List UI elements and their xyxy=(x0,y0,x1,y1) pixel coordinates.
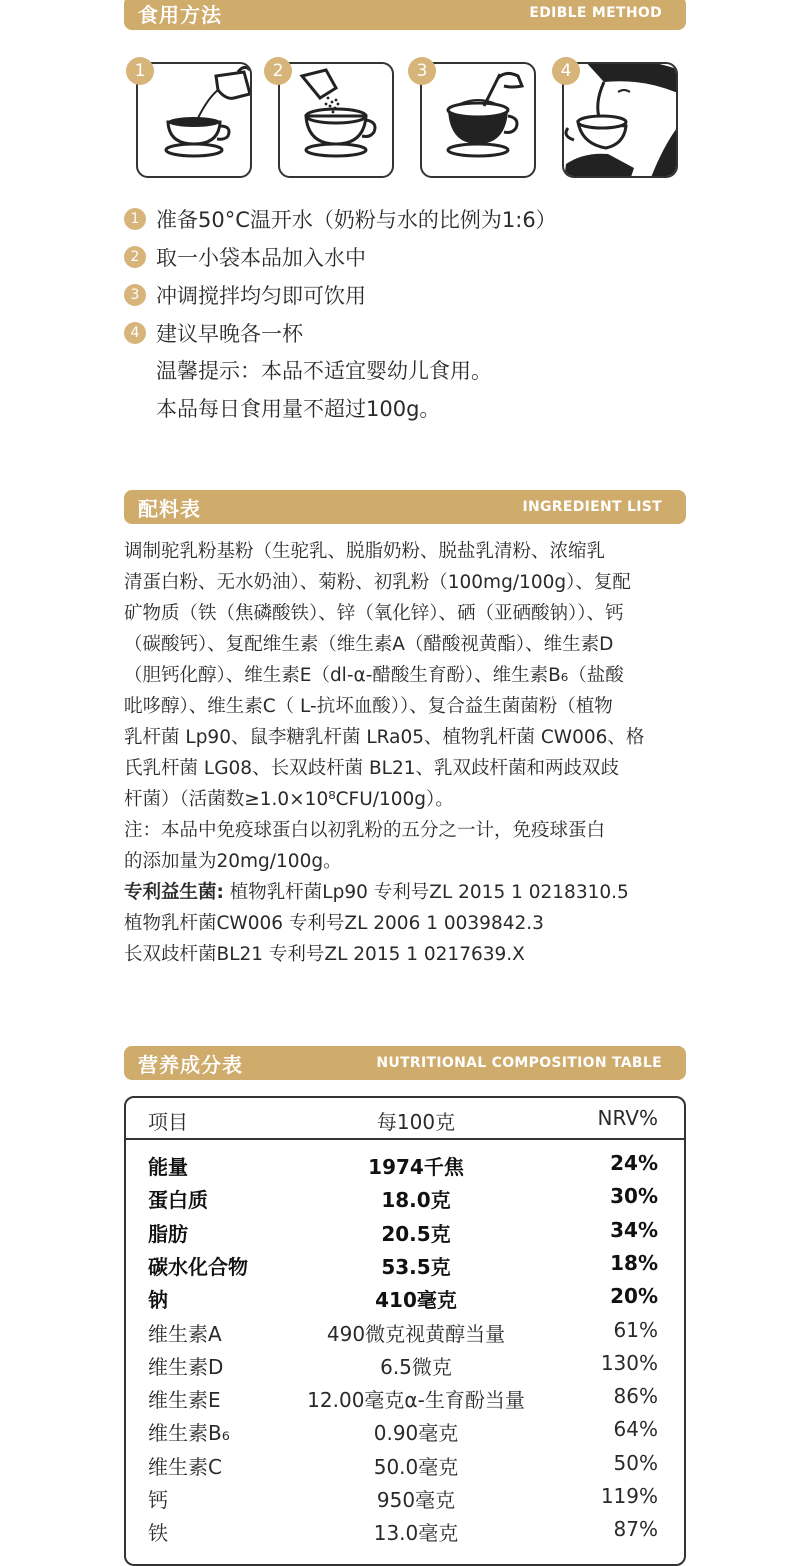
instruction-text: 取一小袋本品加入水中 xyxy=(156,246,366,270)
daily-limit-note: 本品每日食用量不超过100g。 xyxy=(156,397,441,421)
ingredient-line: 乳杆菌 Lp90、鼠李糖乳杆菌 LRa05、植物乳杆菌 CW006、格 xyxy=(124,727,645,748)
warm-tip-note: 温馨提示：本品不适宜婴幼儿食用。 xyxy=(156,359,492,383)
row-nrv: 18% xyxy=(610,1250,658,1275)
header-item: 项目 xyxy=(148,1110,188,1134)
table-row xyxy=(126,1281,684,1314)
row-item: 维生素E xyxy=(148,1388,221,1413)
instruction-item xyxy=(124,242,366,272)
ingredient-list-header xyxy=(124,490,686,524)
instruction-item xyxy=(124,280,366,310)
patent-line: 长双歧杆菌BL21 专利号ZL 2015 1 0217639.X xyxy=(124,944,525,965)
instruction-item xyxy=(124,318,303,348)
patent-line: 植物乳杆菌CW006 专利号ZL 2006 1 0039842.3 xyxy=(124,913,544,934)
step-1-box xyxy=(136,62,252,178)
table-row xyxy=(126,1181,684,1214)
row-nrv: 61% xyxy=(613,1317,658,1342)
row-nrv: 30% xyxy=(610,1184,658,1209)
table-row xyxy=(126,1448,684,1481)
row-item: 维生素A xyxy=(148,1321,222,1346)
table-row xyxy=(126,1248,684,1281)
ingredient-line: 氏乳杆菌 LG08、长双歧杆菌 BL21、乳双歧杆菌和两歧双歧 xyxy=(124,758,619,779)
row-per100: 490微克视黄醇当量 xyxy=(326,1321,506,1346)
ingredient-line: 杆菌）（活菌数≥1.0×10⁸CFU/100g）。 xyxy=(124,789,454,810)
row-item: 能量 xyxy=(148,1155,188,1179)
ingredient-line: （碳酸钙）、复配维生素（维生素A（醋酸视黄酯）、维生素D xyxy=(124,634,614,655)
instruction-text: 建议早晚各一杯 xyxy=(156,322,303,346)
row-per100: 50.0毫克 xyxy=(373,1454,459,1479)
ingredient-line: 调制驼乳粉基粉（生驼乳、脱脂奶粉、脱盐乳清粉、浓缩乳 xyxy=(124,541,606,562)
row-nrv: 50% xyxy=(613,1450,658,1475)
header-nrv: NRV% xyxy=(597,1106,658,1130)
row-nrv: 119% xyxy=(600,1484,658,1508)
patent-text: 植物乳杆菌Lp90 专利号ZL 2015 1 0218310.5 xyxy=(229,882,629,903)
row-per100: 1974千焦 xyxy=(368,1155,464,1179)
table-row xyxy=(126,1315,684,1348)
row-item: 碳水化合物 xyxy=(148,1254,248,1279)
nutrition-table xyxy=(124,1096,686,1566)
step-4-box xyxy=(562,62,678,178)
ingredient-line: 吡哆醇）、维生素C（ L-抗坏血酸））、复合益生菌菌粉（植物 xyxy=(124,696,613,717)
section-title-cn: 营养成分表 xyxy=(138,1052,243,1077)
section-title-en: EDIBLE METHOD xyxy=(529,5,662,21)
row-item: 脂肪 xyxy=(148,1221,188,1246)
drink-cup-icon xyxy=(564,64,678,178)
row-per100: 12.00毫克α-生育酚当量 xyxy=(307,1388,525,1413)
row-nrv: 87% xyxy=(613,1517,658,1542)
step-bullet: 2 xyxy=(124,246,146,268)
step-number: 3 xyxy=(408,57,436,85)
nutrition-table-header xyxy=(124,1046,686,1080)
step-number: 2 xyxy=(264,57,292,85)
table-row xyxy=(126,1414,684,1447)
patent-line xyxy=(124,877,694,908)
table-row xyxy=(126,1348,684,1381)
row-item: 维生素B₆ xyxy=(148,1421,230,1446)
table-row xyxy=(126,1481,684,1514)
instruction-text: 准备50°C温开水（奶粉与水的比例为1:6） xyxy=(156,208,557,232)
row-nrv: 34% xyxy=(610,1217,658,1242)
row-per100: 0.90毫克 xyxy=(373,1421,459,1446)
section-title-en: NUTRITIONAL COMPOSITION TABLE xyxy=(376,1055,662,1071)
header-per100: 每100克 xyxy=(376,1110,456,1134)
ingredient-line: 清蛋白粉、无水奶油）、菊粉、初乳粉（100mg/100g）、复配 xyxy=(124,572,631,593)
table-row xyxy=(126,1381,684,1414)
row-per100: 950毫克 xyxy=(376,1488,456,1512)
patent-label: 专利益生菌: xyxy=(124,882,224,903)
step-bullet: 3 xyxy=(124,284,146,306)
row-nrv: 24% xyxy=(610,1151,658,1175)
stir-cup-icon xyxy=(422,64,536,178)
edible-method-header xyxy=(124,0,686,30)
section-title-cn: 配料表 xyxy=(138,496,201,521)
add-powder-icon xyxy=(280,64,394,178)
step-bullet: 1 xyxy=(124,208,146,230)
table-row xyxy=(126,1514,684,1547)
row-item: 蛋白质 xyxy=(148,1188,208,1213)
row-per100: 6.5微克 xyxy=(380,1354,452,1379)
row-item: 铁 xyxy=(148,1521,168,1546)
ingredient-line: （胆钙化醇）、维生素E（dl-α-醋酸生育酚）、维生素B₆（盐酸 xyxy=(124,665,624,686)
row-nrv: 130% xyxy=(600,1350,658,1375)
step-2-box xyxy=(278,62,394,178)
row-item: 维生素D xyxy=(148,1354,224,1379)
row-item: 钙 xyxy=(148,1488,168,1512)
row-per100: 410毫克 xyxy=(375,1288,457,1313)
ingredient-line: 注：本品中免疫球蛋白以初乳粉的五分之一计，免疫球蛋白 xyxy=(124,820,606,841)
ingredient-line: 矿物质（铁（焦磷酸铁）、锌（氧化锌）、硒（亚硒酸钠））、钙 xyxy=(124,603,624,624)
ingredient-text xyxy=(124,536,694,970)
table-row xyxy=(126,1148,684,1181)
pour-water-icon xyxy=(138,64,252,178)
row-nrv: 86% xyxy=(613,1384,658,1409)
instruction-item xyxy=(124,204,557,234)
table-row xyxy=(126,1215,684,1248)
table-header-row xyxy=(126,1098,684,1140)
row-per100: 13.0毫克 xyxy=(373,1521,459,1546)
row-nrv: 64% xyxy=(613,1417,658,1442)
row-per100: 53.5克 xyxy=(381,1254,451,1279)
section-title-en: INGREDIENT LIST xyxy=(522,499,662,515)
section-title-cn: 食用方法 xyxy=(138,2,222,27)
instruction-text: 冲调搅拌均匀即可饮用 xyxy=(156,284,366,308)
row-per100: 20.5克 xyxy=(381,1221,451,1246)
row-item: 钠 xyxy=(148,1288,168,1313)
row-nrv: 20% xyxy=(610,1284,658,1309)
ingredient-line: 的添加量为20mg/100g。 xyxy=(124,851,342,872)
step-number: 1 xyxy=(126,57,154,85)
step-number: 4 xyxy=(552,57,580,85)
row-per100: 18.0克 xyxy=(381,1188,451,1213)
step-3-box xyxy=(420,62,536,178)
row-item: 维生素C xyxy=(148,1454,222,1479)
step-bullet: 4 xyxy=(124,322,146,344)
